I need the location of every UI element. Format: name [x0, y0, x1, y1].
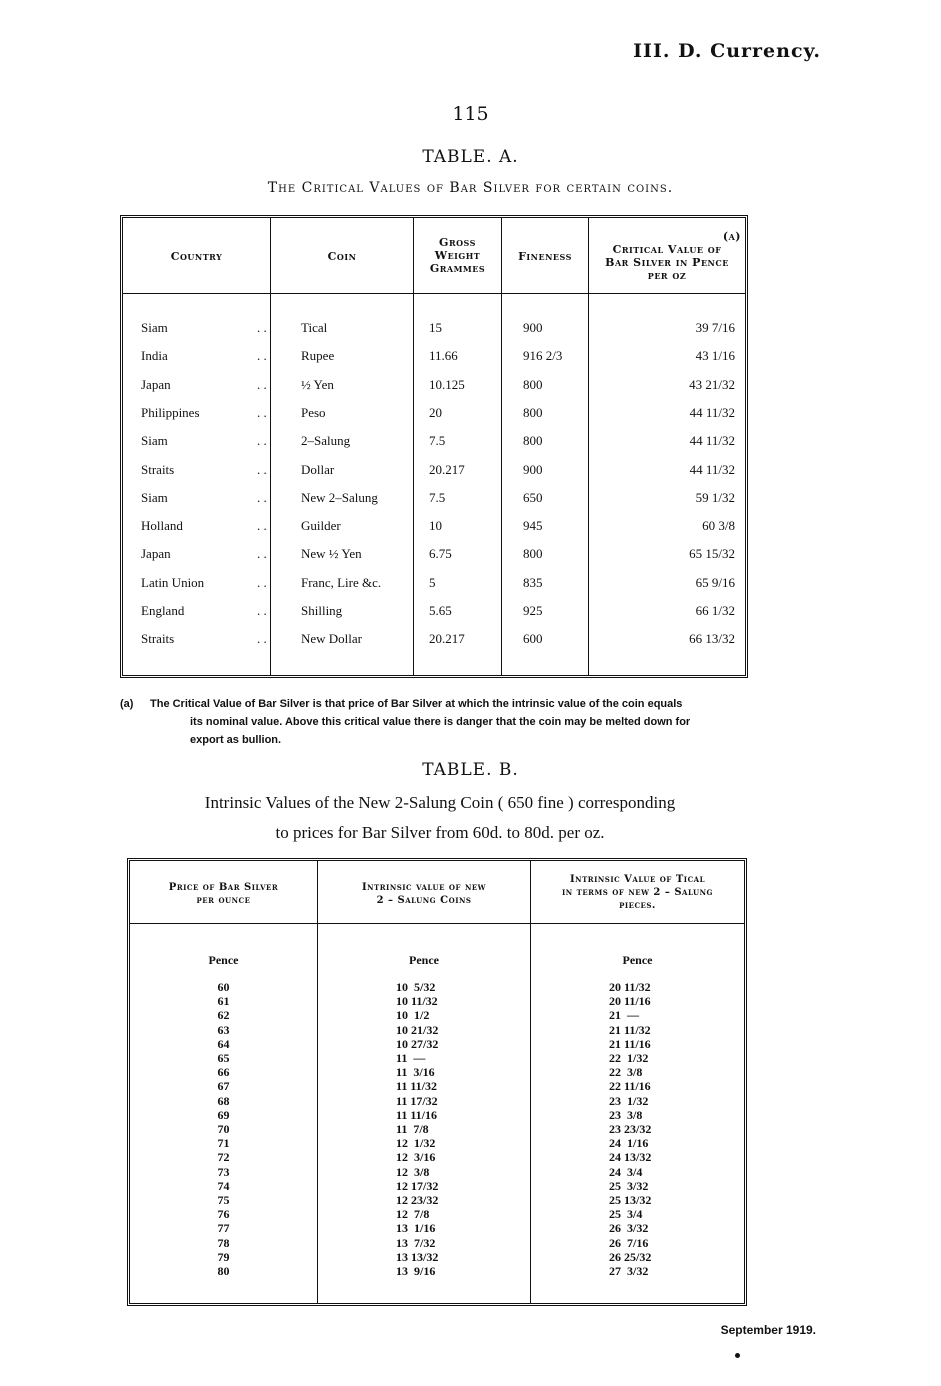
table-row: [123, 603, 745, 625]
salung-value: 13 1/16: [396, 1221, 436, 1236]
leader-dots: . .: [257, 320, 267, 335]
gross-cell: 20.217: [429, 461, 465, 477]
country-cell: Straits: [141, 461, 175, 477]
unit-salung: Pence: [409, 953, 439, 967]
table-row: [123, 631, 745, 653]
tical-value: 23 23/32: [609, 1122, 652, 1137]
gross-cell: 7.5: [429, 433, 446, 449]
leader-dots: . .: [257, 404, 267, 420]
critical-cell: 66 1/32: [695, 603, 735, 618]
critical-cell: 39 7/16: [695, 320, 735, 335]
country-cell: Holland: [141, 518, 183, 534]
gross-cell: 10.125: [429, 376, 465, 392]
country-cell: Siam: [141, 433, 168, 449]
coin-cell: Shilling: [301, 603, 343, 618]
table-row: [123, 518, 745, 540]
salung-value: 13 9/16: [396, 1264, 436, 1279]
leader-dots: . .: [257, 518, 267, 534]
price-column: [130, 980, 317, 1278]
table-a: [120, 215, 748, 678]
coin-cell: New Dollar: [301, 631, 363, 647]
coin-cell: Franc, Lire &c.: [301, 574, 382, 590]
fineness-cell: 900: [523, 461, 543, 477]
price-value: 68: [217, 1093, 230, 1108]
col-header-salung: Intrinsic value of new 2 – Salung Coins: [361, 882, 487, 906]
country-cell: Siam: [141, 489, 168, 505]
page-number: 115: [452, 103, 489, 125]
price-value: 65: [217, 1051, 230, 1066]
col-header-fineness: Fineness: [518, 250, 572, 263]
critical-cell: 44 11/32: [689, 433, 735, 449]
col-header-critical: (a) Critical Value of Bar Silver in Pence per oz: [605, 230, 741, 282]
country-cell: England: [141, 603, 185, 618]
coin-cell: Guilder: [301, 518, 341, 534]
price-value: 64: [217, 1036, 230, 1051]
price-value: 78: [217, 1235, 230, 1250]
tical-column: [609, 980, 651, 1278]
gross-cell: 5.65: [429, 603, 452, 618]
salung-value: 11 11/32: [396, 1079, 438, 1094]
salung-value: 11 7/8: [396, 1122, 429, 1137]
tical-value: 26 7/16: [609, 1235, 649, 1250]
coin-cell: New ½ Yen: [301, 546, 362, 562]
tical-value: 21 —: [609, 1008, 639, 1023]
country-cell: Siam: [141, 320, 168, 335]
table-row: [123, 462, 745, 484]
fineness-cell: 925: [523, 603, 543, 618]
table-a-subtitle: The Critical Values of Bar Silver for certain coins.: [267, 180, 674, 196]
price-value: 79: [217, 1249, 230, 1264]
salung-value: 10 5/32: [396, 980, 436, 994]
salung-value: 10 1/2: [396, 1008, 430, 1023]
table-row: [123, 490, 745, 512]
fineness-cell: 600: [523, 631, 543, 647]
tical-value: 21 11/16: [609, 1036, 651, 1051]
country-cell: India: [141, 348, 168, 364]
price-value: 61: [217, 994, 230, 1009]
critical-cell: 44 11/32: [689, 461, 735, 477]
coin-cell: Dollar: [301, 461, 335, 477]
price-value: 74: [217, 1178, 230, 1193]
fineness-cell: 800: [523, 433, 543, 449]
table-row: [123, 575, 745, 597]
critical-cell: 60 3/8: [702, 518, 735, 534]
tical-value: 22 3/8: [609, 1065, 643, 1080]
tical-value: 26 3/32: [609, 1221, 649, 1236]
critical-cell: 65 15/32: [689, 546, 735, 562]
col-header-coin: Coin: [327, 250, 357, 263]
tical-value: 26 25/32: [609, 1249, 652, 1264]
leader-dots: . .: [257, 574, 267, 590]
salung-value: 10 27/32: [396, 1036, 439, 1051]
leader-dots: . .: [257, 461, 267, 477]
salung-value: 10 21/32: [396, 1022, 439, 1037]
price-value: 69: [217, 1107, 230, 1122]
leader-dots: . .: [257, 546, 267, 562]
table-row: [123, 348, 745, 370]
critical-cell: 65 9/16: [695, 574, 735, 590]
critical-cell: 66 13/32: [689, 631, 735, 647]
coin-cell: Peso: [301, 404, 326, 420]
price-value: 77: [217, 1221, 230, 1236]
price-value: 62: [217, 1008, 230, 1023]
coin-cell: Rupee: [301, 348, 335, 364]
price-value: 60: [217, 980, 230, 994]
salung-value: 12 7/8: [396, 1207, 430, 1222]
tical-value: 22 11/16: [609, 1079, 651, 1094]
salung-value: 12 17/32: [396, 1178, 439, 1193]
leader-dots: . .: [257, 348, 267, 364]
leader-dots: . .: [257, 603, 267, 618]
fineness-cell: 916 2/3: [523, 348, 563, 364]
table-row: [123, 433, 745, 455]
salung-value: 13 13/32: [396, 1249, 439, 1264]
price-value: 80: [217, 1264, 230, 1279]
country-cell: Latin Union: [141, 574, 205, 590]
critical-cell: 43 21/32: [689, 376, 735, 392]
salung-value: 11 —: [396, 1051, 426, 1066]
table-row: [123, 320, 745, 342]
salung-value: 11 3/16: [396, 1065, 435, 1080]
leader-dots: . .: [257, 433, 267, 449]
coin-cell: ½ Yen: [301, 376, 334, 392]
salung-value: 13 7/32: [396, 1235, 436, 1250]
col-header-price: Price of Bar Silver per ounce: [168, 882, 279, 906]
tical-value: 27 3/32: [609, 1264, 649, 1279]
fineness-cell: 800: [523, 546, 543, 562]
country-cell: Philippines: [141, 404, 200, 420]
page-header: III. D. Currency.: [633, 40, 821, 62]
price-value: 63: [217, 1022, 230, 1037]
gross-cell: 7.5: [429, 489, 446, 505]
tical-value: 23 1/32: [609, 1093, 649, 1108]
salung-value: 12 23/32: [396, 1193, 439, 1208]
tical-value: 22 1/32: [609, 1051, 649, 1066]
gross-cell: 6.75: [429, 546, 452, 562]
table-b-subtitle-1: Intrinsic Values of the New 2-Salung Coin ( 650 fine ) corresponding: [204, 793, 676, 812]
gross-cell: 20.217: [429, 631, 465, 647]
fineness-cell: 800: [523, 376, 543, 392]
tical-value: 24 1/16: [609, 1136, 649, 1151]
price-value: 66: [217, 1065, 230, 1080]
coin-cell: Tical: [301, 320, 328, 335]
tical-value: 20 11/16: [609, 994, 651, 1009]
gross-cell: 15: [429, 320, 442, 335]
salung-value: 12 3/16: [396, 1150, 436, 1165]
table-b: [127, 858, 747, 1306]
coin-cell: New 2–Salung: [301, 489, 378, 505]
price-value: 71: [217, 1136, 230, 1151]
salung-value: 11 11/16: [396, 1107, 438, 1122]
price-value: 67: [217, 1079, 230, 1094]
col-header-gross: Gross Weight Grammes: [429, 236, 486, 275]
critical-cell: 59 1/32: [695, 489, 735, 505]
country-cell: Japan: [141, 546, 171, 562]
tical-value: 24 13/32: [609, 1150, 652, 1165]
country-cell: Straits: [141, 631, 175, 647]
critical-cell: 44 11/32: [689, 404, 735, 420]
table-row: [123, 405, 745, 427]
tical-value: 23 3/8: [609, 1107, 643, 1122]
salung-value: 10 11/32: [396, 994, 438, 1009]
table-row: [123, 377, 745, 399]
table-b-subtitle-2: to prices for Bar Silver from 60d. to 80d. per oz.: [275, 823, 605, 842]
salung-value: 12 3/8: [396, 1164, 430, 1179]
tical-value: 21 11/32: [609, 1022, 651, 1037]
price-value: 73: [217, 1164, 230, 1179]
fineness-cell: 835: [523, 574, 543, 590]
table-a-title: TABLE. A.: [422, 147, 519, 167]
bullet-mark: [735, 1353, 740, 1358]
fineness-cell: 945: [523, 518, 543, 534]
gross-cell: 11.66: [429, 348, 458, 364]
leader-dots: . .: [257, 489, 267, 505]
unit-tical: Pence: [622, 953, 653, 967]
tical-value: 24 3/4: [609, 1164, 643, 1179]
table-row: [123, 546, 745, 568]
price-value: 76: [217, 1207, 230, 1222]
leader-dots: . .: [257, 376, 267, 392]
price-value: 70: [217, 1122, 230, 1137]
gross-cell: 20: [429, 404, 442, 420]
fineness-cell: 800: [523, 404, 543, 420]
footer-date: September 1919.: [720, 1323, 816, 1337]
tical-value: 20 11/32: [609, 980, 651, 994]
fineness-cell: 900: [523, 320, 543, 335]
critical-cell: 43 1/16: [695, 348, 735, 364]
tical-value: 25 13/32: [609, 1193, 652, 1208]
tical-value: 25 3/4: [609, 1207, 643, 1222]
tical-value: 25 3/32: [609, 1178, 649, 1193]
salung-value: 12 1/32: [396, 1136, 436, 1151]
leader-dots: . .: [257, 631, 267, 647]
price-value: 72: [217, 1150, 230, 1165]
col-header-tical: Intrinsic Value of Tical in terms of new 2 – Salung pieces.: [561, 874, 714, 911]
fineness-cell: 650: [523, 489, 543, 505]
gross-cell: 5: [429, 574, 436, 590]
col-header-country: Country: [170, 250, 223, 263]
salung-column: [396, 980, 438, 1278]
price-value: 75: [217, 1193, 230, 1208]
gross-cell: 10: [429, 518, 442, 534]
country-cell: Japan: [141, 376, 171, 392]
unit-price: Pence: [208, 953, 239, 967]
coin-cell: 2–Salung: [301, 433, 351, 449]
table-b-title: TABLE. B.: [422, 760, 519, 780]
salung-value: 11 17/32: [396, 1093, 438, 1108]
